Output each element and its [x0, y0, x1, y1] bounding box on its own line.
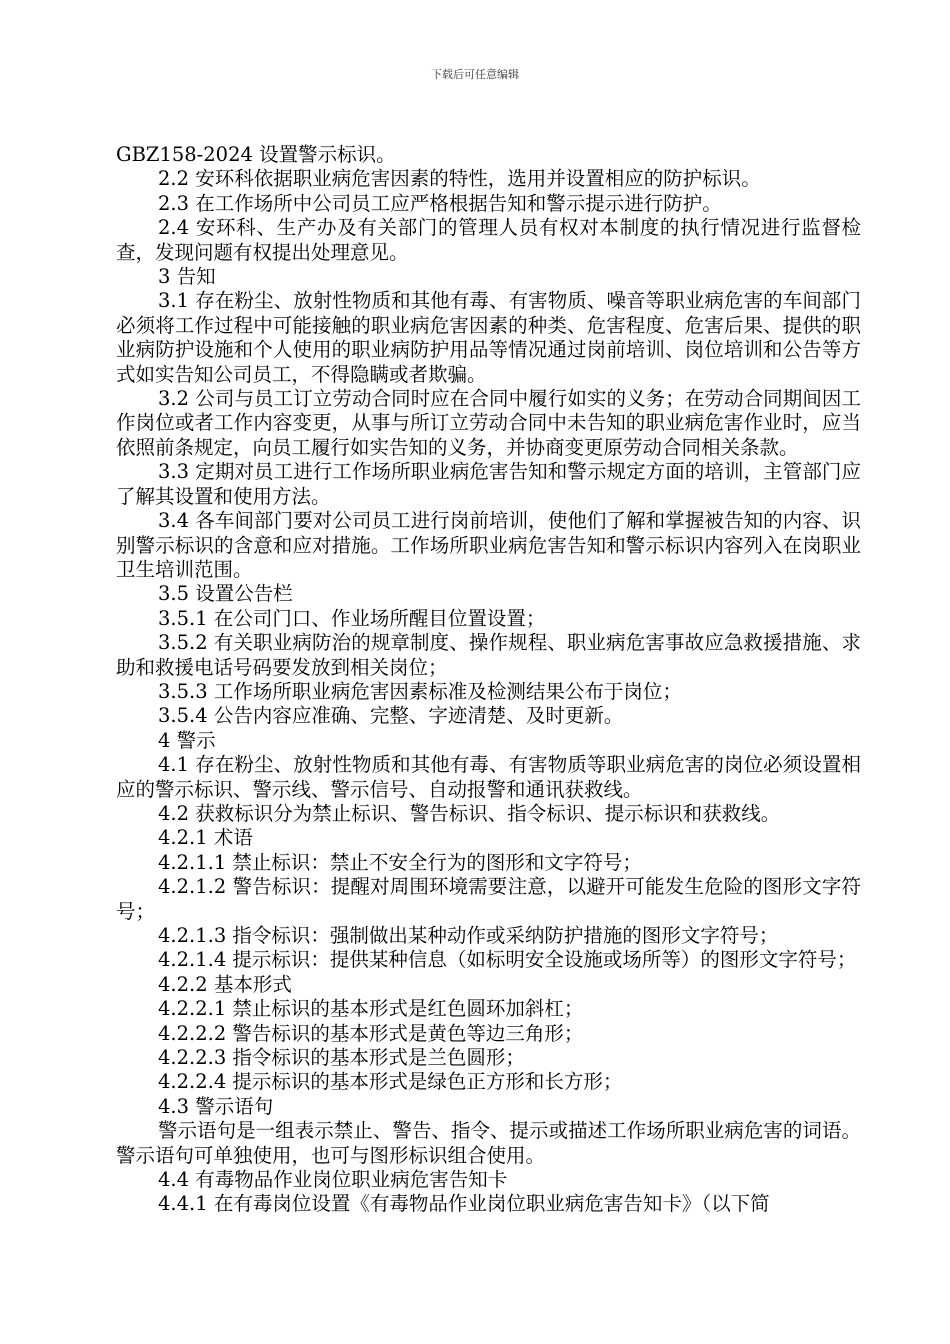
- paragraph: 4.2.2.3 指令标识的基本形式是兰色圆形；: [158, 1046, 525, 1070]
- paragraph: 4.2.2.1 禁止标识的基本形式是红色圆环加斜杠；: [158, 997, 584, 1021]
- page-header: 下载后可任意编辑: [431, 68, 519, 81]
- paragraph: 3.1 存在粉尘、放射性物质和其他有毒、有害物质、噪音等职业病危害的车间部门必须将工作过程中可能接触的职业病危害因素的种类、危害程度、危害后果、提供的职业病防护设施和个人使用的职业病防护用品等情况通过岗前培训、岗位培训和公告等方式如实告知公司员工，不得隐瞒或者欺骗。: [116, 289, 861, 386]
- paragraph: 警示语句是一组表示禁止、警告、指令、提示或描述工作场所职业病危害的词语。警示语句可单独使用，也可与图形标识组合使用。: [116, 1119, 861, 1167]
- paragraph: 4.2.2 基本形式: [158, 972, 292, 996]
- paragraph: 3.5.3 工作场所职业病危害因素标准及检测结果公布于岗位；: [158, 679, 682, 703]
- paragraph: 3.5.4 公告内容应准确、完整、字迹清楚、及时更新。: [158, 704, 624, 728]
- document-body: [116, 143, 861, 1217]
- paragraph: 4.2.1 术语: [158, 826, 253, 850]
- paragraph: 3.5 设置公告栏: [158, 582, 293, 606]
- paragraph: 4.2.1.3 指令标识：强制做出某种动作或采纳防护措施的图形文字符号；: [158, 924, 779, 947]
- paragraph: 3.4 各车间部门要对公司员工进行岗前培训，使他们了解和掌握被告知的内容、识别警示标识的含意和应对措施。工作场所职业病危害告知和警示标识内容列入在岗职业卫生培训范围。: [116, 509, 861, 581]
- paragraph: 4.2.1.1 禁止标识：禁止不安全行为的图形和文字符号；: [158, 850, 642, 874]
- paragraph: 2.2 安环科依据职业病危害因素的特性，选用并设置相应的防护标识。: [158, 167, 761, 191]
- paragraph: 3.2 公司与员工订立劳动合同时应在合同中履行如实的义务；在劳动合同期间因工作岗位或者工作内容变更，从事与所订立劳动合同中未告知的职业病危害作业时，应当依照前条规定，向员工履行如实告知的义务，并协商变更原劳动合同相关条款。: [116, 387, 861, 459]
- paragraph: 3.5.2 有关职业病防治的规章制度、操作规程、职业病危害事故应急救援措施、求助和救援电话号码要发放到相关岗位；: [116, 631, 861, 679]
- paragraph: 4.2.2.2 警告标识的基本形式是黄色等边三角形；: [158, 1021, 584, 1045]
- paragraph: GBZ158-2024 设置警示标识。: [116, 143, 396, 166]
- paragraph: 4 警示: [158, 728, 216, 752]
- paragraph: 4.4.1 在有毒岗位设置《有毒物品作业岗位职业病危害告知卡》（以下简: [158, 1192, 770, 1216]
- paragraph: 3.3 定期对员工进行工作场所职业病危害告知和警示规定方面的培训，主管部门应了解其设置和使用方法。: [116, 460, 861, 508]
- paragraph: 4.2 获救标识分为禁止标识、警告标识、指令标识、提示标识和获救线。: [158, 801, 781, 825]
- paragraph: 4.2.2.4 提示标识的基本形式是绿色正方形和长方形；: [158, 1070, 623, 1094]
- paragraph: 4.2.1.2 警告标识：提醒对周围环境需要注意，以避开可能发生危险的图形文字符号；: [116, 875, 861, 923]
- paragraph: 4.1 存在粉尘、放射性物质和其他有毒、有害物质等职业病危害的岗位必须设置相应的警示标识、警示线、警示信号、自动报警和通讯获救线。: [116, 753, 861, 801]
- paragraph: 2.4 安环科、生产办及有关部门的管理人员有权对本制度的执行情况进行监督检查，发现问题有权提出处理意见。: [116, 216, 861, 264]
- paragraph: 2.3 在工作场所中公司员工应严格根据告知和警示提示进行防护。: [158, 191, 722, 215]
- paragraph: 4.3 警示语句: [158, 1094, 274, 1118]
- paragraph: 3.5.1 在公司门口、作业场所醒目位置设置；: [158, 606, 546, 630]
- paragraph: 3 告知: [158, 265, 216, 289]
- paragraph: 4.4 有毒物品作业岗位职业病危害告知卡: [158, 1168, 508, 1192]
- paragraph: 4.2.1.4 提示标识：提供某种信息（如标明安全设施或场所等）的图形文字符号；: [158, 948, 857, 972]
